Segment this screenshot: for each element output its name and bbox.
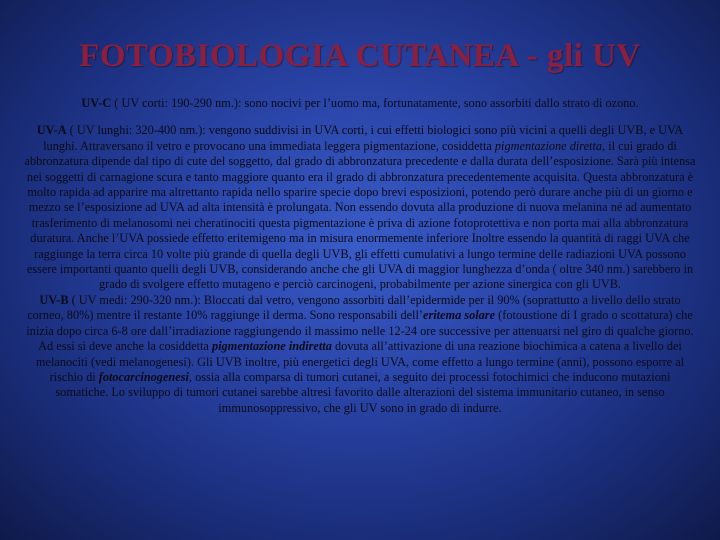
uva-text-2: il cui grado di abbronzatura dipende dal tipo di cute del soggetto, dal grado di abbronzatura precedente e dalla durata dell’esposizione. Sarà più intensa nei soggetti di carnagione scura e tanto maggiore quanto era il grado di abbronzatura precedentemente acquisita. Questa abbronzatura è molto rapida ad apparire ma altrettanto rapida nello sparire specie dopo brevi esposizioni, potendo però durare anche più di un giorno e mezzo se l’esposizione ad UVA ad alta intensità è prolungata. Non essendo dovuta alla produzione di nuova melanina né ad aumentato trasferimento di melanosomi nei cheratinociti questa pigmentazione è priva di azione fotoprotettiva e non porta mai alla abbronzatura duratura. Anche l’UVA possiede effetto eritemigeno ma in misura enormemente inferiore Inoltre essendo la quantità di raggi UVA che raggiunge la terra circa 10 volte più grande di quella degli UVB, gli effetti cumulativi a lungo termine delle radiazioni UVA possono essere importanti quanto quelli degli UVB, considerando anche che gli UVA di maggior lunghezza d’onda ( oltre 340 nm.) sarebbero in grado di svolgere effetto mutageno e perciò carcinogeni, probabilmente per azione sinergica con gli UVB.	[24, 138, 696, 292]
uvb-text-1: ( UV medi: 290-320 nm.): Bloccati dal vetro, vengono assorbiti dall’epidermide per il 90% (soprattutto a livello dello strato corneo, 80%) mentre il restante 10% raggiunge il derma. Sono responsabili dell’	[27, 292, 681, 323]
slide-title: FOTOBIOLOGIA CUTANEA - gli UV	[79, 38, 641, 74]
uvb-text-4: , ossia alla comparsa di tumori cutanei, a seguito dei processi fotochimici che inducono mutazioni somatiche. Lo sviluppo di tumori cutanei sarebbe altresì favorito dalle alterazioni del sistema immunitario cutaneo, in senso immunosoppressivo, che gli UV sono in grado di indurre.	[55, 369, 671, 415]
uva-italic-term: pigmentazione diretta,	[494, 138, 606, 153]
uvb-term-pigmentazione: pigmentazione indiretta	[211, 339, 332, 354]
uvb-paragraph	[22, 293, 698, 416]
uvc-text: ( UV corti: 190-290 nm.): sono nocivi per l’uomo ma, fortunatamente, sono assorbiti dallo strato di ozono.	[111, 96, 639, 110]
uvc-paragraph	[22, 96, 698, 111]
uva-text-1: ( UV lunghi: 320-400 nm.): vengono suddivisi in UVA corti, i cui effetti biologici sono più vicini a quelli degli UVB, e UVA lunghi. Attraversano il vetro e provocano una immediata leggera pigmentazione, cosiddetta	[43, 123, 684, 153]
uvb-text-2: (fotoustione di I grado o scottatura) che inizia dopo circa 6-8 ore dall’irradiazione raggiungendo il massimo nelle 12-24 ore successive per attenuarsi nel giro di qualche giorno. Ad essi si deve anche la cosiddetta	[26, 308, 694, 354]
slide-body	[22, 96, 698, 416]
uvc-label: UV-C	[81, 96, 112, 110]
uvb-text-3: dovuta all’attivazione di una reazione biochimica a catena a livello dei melanociti (vedi melanogenesi). Gli UVB inoltre, più energetici degli UVA, come effetto a lungo termine (anni), possono esporre al rischio di	[35, 339, 685, 384]
uva-paragraph	[22, 123, 698, 292]
uvb-term-eritema: eritema solare	[422, 308, 496, 323]
uvb-term-fotocarcinogenesi: fotocarcinogenesi	[98, 369, 189, 384]
uvb-label: UV-B	[39, 292, 69, 307]
uva-label: UV-A	[36, 123, 67, 138]
